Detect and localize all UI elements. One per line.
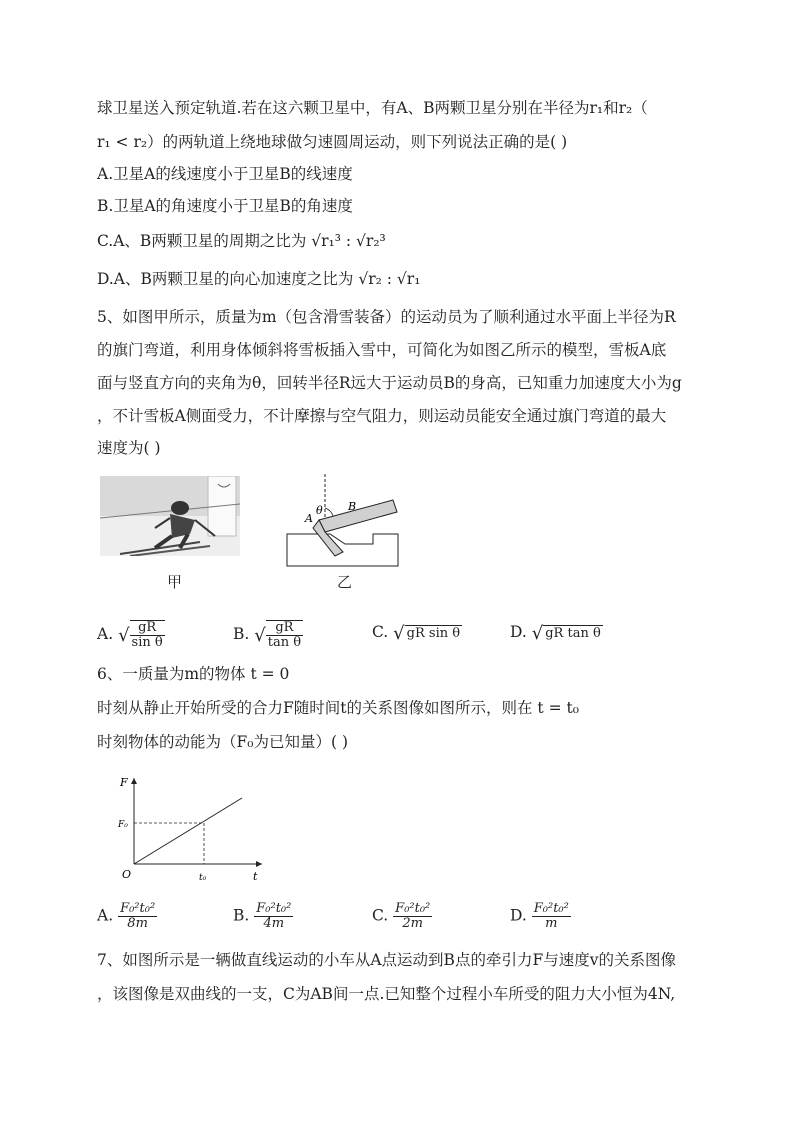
q7-line-1: 7、如图所示是一辆做直线运动的小车从A点运动到B点的牵引力F与速度v的关系图像 — [97, 951, 676, 969]
graph-axis-f: F — [120, 776, 128, 789]
q6-option-c-denominator: 2m — [402, 916, 424, 931]
q5-option-b: B. √ $\frac{gR}{\text{tan θ}}$ — [233, 620, 302, 650]
q4-option-c-text: C.A、B两颗卫星的周期之比为 — [97, 232, 307, 250]
q5-option-b-label: B. — [233, 625, 250, 643]
q6-option-a — [97, 902, 157, 931]
q6-option-c — [372, 902, 432, 931]
q4-option-d-text: D.A、B两颗卫星的向心加速度之比为 — [97, 270, 354, 288]
q4-option-a: A.卫星A的线速度小于卫星B的线速度 — [97, 165, 353, 183]
q6-line-2: 时刻从静止开始所受的合力F随时间t的关系图像如图所示，则在 t = t₀ — [97, 699, 579, 717]
q6-option-d-denominator: m — [545, 916, 558, 931]
graph-origin: O — [122, 868, 132, 881]
q5-option-b-denominator: tan θ — [267, 635, 302, 650]
q6-option-d-label: D. — [510, 906, 527, 925]
graph-tick-t0: t₀ — [199, 873, 207, 883]
q6-option-b-label: B. — [233, 906, 250, 925]
q6-option-c-label: C. — [372, 906, 389, 925]
q4-line-2: r₁ < r₂）的两轨道上绕地球做匀速圆周运动，则下列说法正确的是( ) — [97, 133, 568, 151]
q5-line-2: 的旗门弯道，利用身体倾斜将雪板插入雪中，可简化为如图乙所示的模型，雪板A底 — [97, 341, 667, 359]
q4-option-c-math: √r₁³ : √r₂³ — [311, 232, 386, 250]
q6-option-a-numerator: F₀²t₀² — [120, 901, 156, 916]
figure-a-caption: 甲 — [167, 573, 183, 591]
q5-line-3: 面与竖直方向的夹角为θ，回转半径R远大于运动员B的身高，已知重力加速度大小为g — [97, 374, 682, 392]
q5-option-c: C. √ gR sin θ — [372, 623, 461, 644]
figure-label-theta: θ — [316, 504, 323, 517]
q5-option-d-math: gR tan θ — [545, 626, 601, 641]
force-time-graph — [110, 772, 270, 887]
figure-b-caption: 乙 — [337, 573, 353, 591]
q5-option-a-label: A. — [97, 625, 114, 643]
q5-option-d-label: D. — [510, 623, 527, 641]
q7-line-2: ，该图像是双曲线的一支，C为AB间一点.已知整个过程小车所受的阻力大小恒为4N, — [97, 985, 676, 1003]
q6-option-b-denominator: 4m — [263, 916, 285, 931]
q4-option-b: B.卫星A的角速度小于卫星B的角速度 — [97, 197, 353, 215]
q6-option-d — [510, 902, 571, 931]
graph-tick-f0: F₀ — [118, 820, 128, 830]
q5-option-b-numerator: gR — [266, 621, 303, 636]
q5-line-4: ，不计雪板A侧面受力，不计摩擦与空气阻力，则运动员能安全通过旗门弯道的最大 — [97, 407, 667, 425]
q6-option-b — [233, 902, 293, 931]
board-model-diagram — [285, 472, 400, 570]
q5-option-a-denominator: sin θ — [131, 635, 163, 650]
q5-option-c-label: C. — [372, 623, 389, 641]
q6-line-3: 时刻物体的动能为（F₀为已知量）( ) — [97, 733, 348, 751]
q4-option-d-math: √r₂ : √r₁ — [358, 270, 421, 288]
figure-label-b: B — [348, 500, 357, 513]
q5-option-a: A. √ $\frac{gR}{\text{sin θ}}$ — [97, 620, 163, 650]
q6-option-c-numerator: F₀²t₀² — [395, 901, 431, 916]
graph-axis-t: t — [253, 870, 258, 883]
q6-line-1: 6、一质量为m的物体 t = 0 — [97, 665, 290, 683]
q4-option-c — [97, 230, 386, 252]
q5-option-c-math: gR sin θ — [406, 626, 461, 641]
q5-option-a-numerator: gR — [130, 621, 165, 636]
q4-line-1: 球卫星送入预定轨道.若在这六颗卫星中，有A、B两颗卫星分别在半径为r₁和r₂（ — [97, 99, 648, 117]
q5-option-d: D. √ gR tan θ — [510, 623, 601, 644]
q5-line-1: 5、如图甲所示，质量为m（包含滑雪装备）的运动员为了顺利通过水平面上半径为R — [97, 308, 676, 326]
q4-option-d — [97, 268, 420, 290]
skier-photo — [100, 476, 240, 556]
figure-label-a: A — [305, 512, 313, 525]
q5-line-5: 速度为( ) — [97, 439, 161, 457]
q6-option-a-label: A. — [97, 906, 114, 925]
q6-option-b-numerator: F₀²t₀² — [256, 901, 292, 916]
q6-option-a-denominator: 8m — [127, 916, 148, 931]
q6-option-d-numerator: F₀²t₀² — [533, 901, 569, 916]
